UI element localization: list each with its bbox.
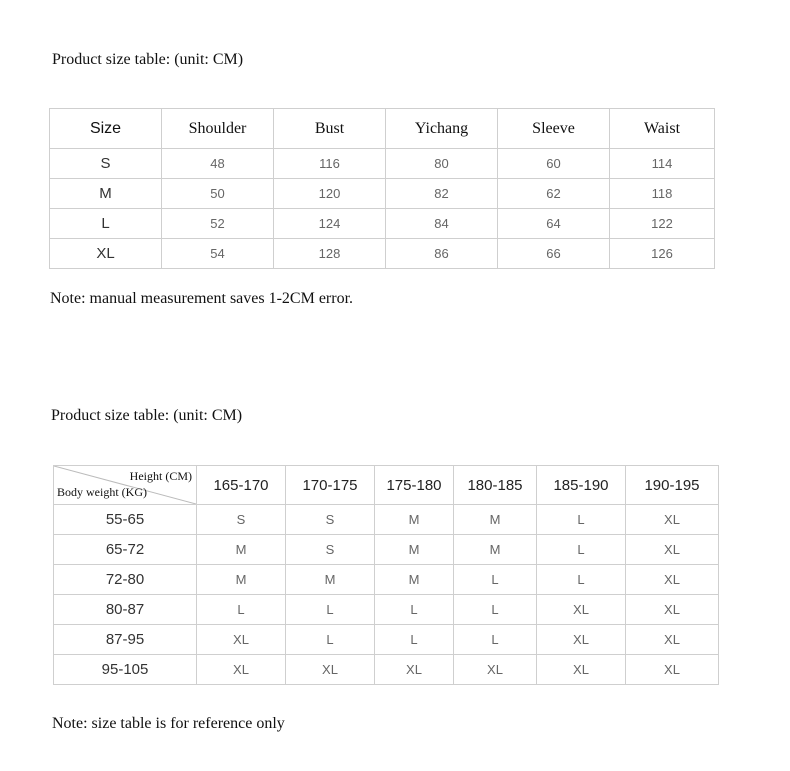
- table-cell: XL: [626, 535, 719, 565]
- table-cell: M: [454, 535, 537, 565]
- size-table-heading: Product size table: (unit: CM): [51, 407, 243, 424]
- table-cell: XL: [375, 655, 454, 685]
- size-label: L: [50, 209, 162, 239]
- table-cell: XL: [197, 655, 286, 685]
- table-cell: M: [454, 505, 537, 535]
- table-cell: L: [286, 625, 375, 655]
- table-cell: 80: [386, 149, 498, 179]
- column-header-size: Size: [50, 109, 162, 149]
- table-row: [54, 595, 719, 625]
- table-header-row: [54, 466, 719, 505]
- height-range-header: 190-195: [626, 466, 719, 505]
- weight-range-label: 72-80: [54, 565, 197, 595]
- size-label: M: [50, 179, 162, 209]
- column-header-yichang: Yichang: [386, 109, 498, 149]
- reference-note: Note: size table is for reference only: [52, 715, 285, 732]
- table-cell: M: [375, 505, 454, 535]
- column-header-bust: Bust: [274, 109, 386, 149]
- table-cell: L: [197, 595, 286, 625]
- table-cell: 52: [162, 209, 274, 239]
- table-cell: XL: [626, 655, 719, 685]
- table-cell: 50: [162, 179, 274, 209]
- weight-range-label: 65-72: [54, 535, 197, 565]
- table-cell: 54: [162, 239, 274, 269]
- table-row: [54, 655, 719, 685]
- table-row: [50, 149, 715, 179]
- table-cell: XL: [537, 625, 626, 655]
- table-cell: 62: [498, 179, 610, 209]
- table-cell: XL: [626, 595, 719, 625]
- height-weight-size-table: [53, 465, 719, 685]
- table-cell: M: [286, 565, 375, 595]
- table-cell: XL: [626, 565, 719, 595]
- table-cell: XL: [626, 505, 719, 535]
- weight-range-label: 80-87: [54, 595, 197, 625]
- table-cell: XL: [197, 625, 286, 655]
- table-row: [50, 179, 715, 209]
- table-header-row: [50, 109, 715, 149]
- table-cell: S: [286, 535, 375, 565]
- table-cell: L: [286, 595, 375, 625]
- table-cell: L: [537, 505, 626, 535]
- table-cell: 124: [274, 209, 386, 239]
- measurement-size-table: [49, 108, 715, 269]
- table-cell: XL: [286, 655, 375, 685]
- table-row: [54, 505, 719, 535]
- column-header-waist: Waist: [610, 109, 715, 149]
- height-range-header: 180-185: [454, 466, 537, 505]
- table-cell: S: [286, 505, 375, 535]
- table-cell: 64: [498, 209, 610, 239]
- table-cell: 86: [386, 239, 498, 269]
- table-row: [50, 239, 715, 269]
- column-header-sleeve: Sleeve: [498, 109, 610, 149]
- table-cell: 114: [610, 149, 715, 179]
- height-axis-label: Height (CM): [129, 469, 192, 483]
- table-cell: M: [375, 565, 454, 595]
- table-row: [50, 209, 715, 239]
- column-header-shoulder: Shoulder: [162, 109, 274, 149]
- table-cell: XL: [537, 595, 626, 625]
- table-cell: 126: [610, 239, 715, 269]
- table-cell: 48: [162, 149, 274, 179]
- weight-axis-label: Body weight (KG): [57, 485, 147, 499]
- table-cell: M: [375, 535, 454, 565]
- table-cell: 60: [498, 149, 610, 179]
- table-cell: 120: [274, 179, 386, 209]
- table-cell: M: [197, 535, 286, 565]
- table-cell: S: [197, 505, 286, 535]
- table-cell: XL: [626, 625, 719, 655]
- table-cell: 84: [386, 209, 498, 239]
- weight-range-label: 95-105: [54, 655, 197, 685]
- height-range-header: 170-175: [286, 466, 375, 505]
- table-cell: L: [454, 625, 537, 655]
- table-cell: 118: [610, 179, 715, 209]
- table-cell: 82: [386, 179, 498, 209]
- table-cell: L: [454, 565, 537, 595]
- table-cell: L: [375, 625, 454, 655]
- table-cell: M: [197, 565, 286, 595]
- table-row: [54, 625, 719, 655]
- size-table-heading: Product size table: (unit: CM): [52, 51, 244, 68]
- weight-range-label: 55-65: [54, 505, 197, 535]
- measurement-note: Note: manual measurement saves 1-2CM error.: [50, 290, 354, 307]
- table-cell: XL: [454, 655, 537, 685]
- table-cell: 66: [498, 239, 610, 269]
- height-range-header: 165-170: [197, 466, 286, 505]
- height-range-header: 185-190: [537, 466, 626, 505]
- size-label: XL: [50, 239, 162, 269]
- table-cell: XL: [537, 655, 626, 685]
- table-cell: 128: [274, 239, 386, 269]
- table-cell: L: [454, 595, 537, 625]
- table-row: [54, 535, 719, 565]
- table-cell: 122: [610, 209, 715, 239]
- table-cell: L: [375, 595, 454, 625]
- corner-header-cell: [54, 466, 197, 505]
- table-cell: L: [537, 535, 626, 565]
- weight-range-label: 87-95: [54, 625, 197, 655]
- size-label: S: [50, 149, 162, 179]
- table-cell: 116: [274, 149, 386, 179]
- table-cell: L: [537, 565, 626, 595]
- height-range-header: 175-180: [375, 466, 454, 505]
- table-row: [54, 565, 719, 595]
